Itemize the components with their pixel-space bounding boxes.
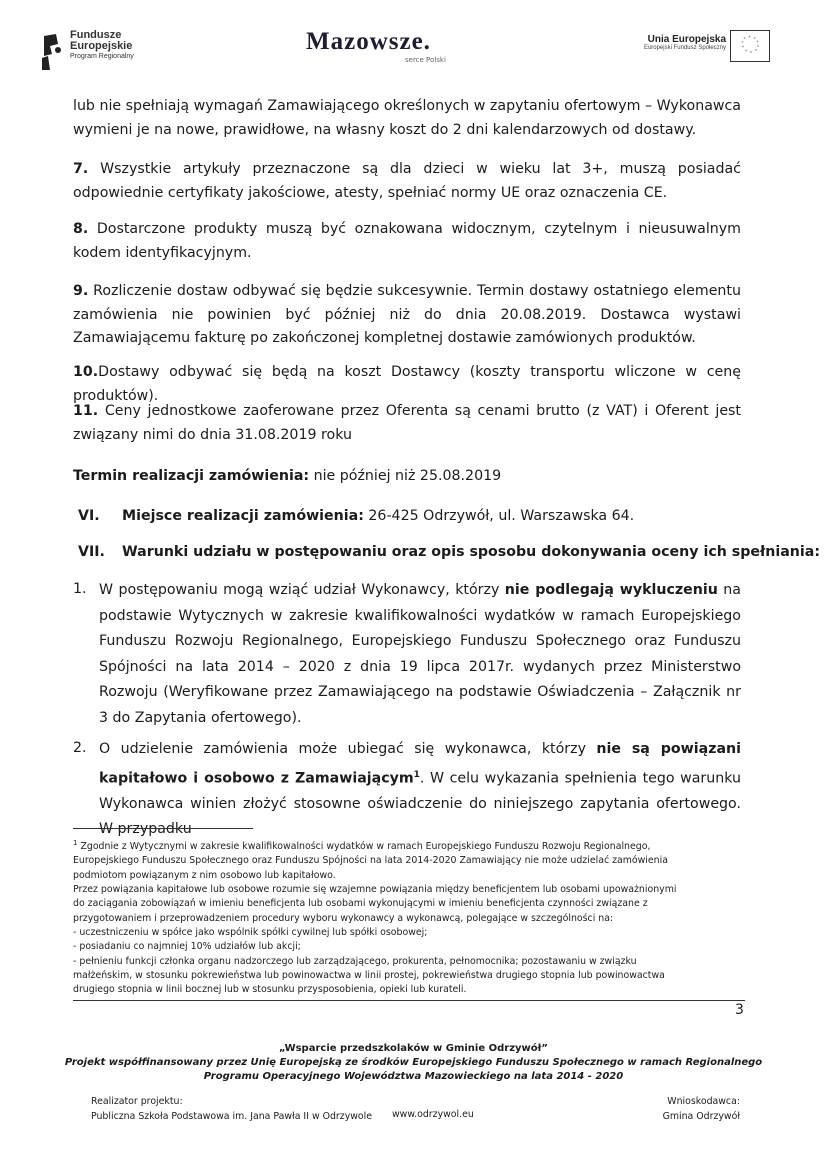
- section-vii-number: VII.: [78, 544, 105, 560]
- termin-realizacji: [73, 465, 741, 489]
- p7-text: Wszystkie artykuły przeznaczone są dla dzieci w wieku lat 3+, muszą posiadać odpowiednie certyfikaty jakościowe, atesty, spełniać normy UE oraz oznaczenia CE.: [73, 161, 741, 201]
- svg-text:*: *: [753, 36, 756, 42]
- item2-footnote-ref: 1: [413, 769, 420, 780]
- svg-text:*: *: [741, 40, 744, 46]
- item1-number: 1.: [73, 581, 87, 597]
- ue-text: [610, 34, 726, 51]
- ue-subtitle: Europejski Fundusz Społeczny: [643, 45, 726, 51]
- footer-wnioskodawca: [600, 1094, 740, 1124]
- item2-number: 2.: [73, 740, 87, 756]
- footer-realizator: [91, 1094, 372, 1124]
- section-vii-label: Warunki udziału w postępowaniu oraz opis sposobu dokonywania oceny ich spełniania:: [122, 544, 821, 560]
- footnote-line1: Zgodnie z Wytycznymi w zakresie kwalifikowalności wydatków w ramach Europejskiego Funduszu Rozwoju Regionalnego,: [77, 841, 651, 853]
- footnote-line3: podmiotom powiązanym z nim osobowo lub kapitałowo.: [73, 869, 336, 881]
- p10-text: Dostawy odbywać się będą na koszt Dostawcy (koszty transportu wliczone w cenę produktów).: [73, 364, 741, 404]
- svg-text:*: *: [757, 44, 759, 50]
- p11-number: 11.: [73, 403, 99, 419]
- project-title: „Wsparcie przedszkolaków w Gminie Odrzywół”: [279, 1043, 548, 1054]
- bottom-rule: [73, 1000, 745, 1001]
- item1-text-b: na podstawie Wytycznych w zakresie kwalifikowalności wydatków w ramach Europejskiego Funduszu Rozwoju Regionalnego, Europejskiego Funduszu Społecznego oraz Funduszu Spójności na lata 2014 – 2020 z dnia 19 lipca 2017r. wydanych przez Ministerstwo Rozwoju (Weryfikowane przez Zamawiającego na podstawie Oświadczenia – Załącznik nr 3 do Zapytania ofertowego).: [99, 582, 741, 726]
- footnote-rule: [73, 828, 253, 829]
- footnote-line11: drugiego stopnia w linii bocznej lub w stosunku przysposobienia, opieki lub kurateli.: [73, 984, 467, 996]
- svg-text:*: *: [750, 50, 752, 56]
- footer-website[interactable]: www.odrzywol.eu: [392, 1109, 474, 1120]
- footnote-line4: Przez powiązania kapitałowe lub osobowe rozumie się wzajemne powiązania między beneficjentem lub osobami upoważnionymi: [73, 884, 677, 896]
- paragraph-7: [73, 158, 741, 205]
- footnote-line7: - uczestniczeniu w spółce jako wspólnik spółki cywilnej lub spółki osobowej;: [73, 926, 428, 938]
- p10-number: 10.: [73, 364, 99, 380]
- section-vii: [0, 541, 827, 565]
- footnote-line6: przygotowaniem i przeprowadzeniem procedury wyboru wykonawcy a wykonawcą, polegające w szczególności na:: [73, 912, 614, 924]
- p7-number: 7.: [73, 161, 89, 177]
- mazowsze-subtitle: serce Polski: [405, 56, 446, 64]
- svg-text:*: *: [745, 49, 747, 54]
- footnote-sup: 1: [73, 839, 78, 847]
- mazowsze-logo: Mazowsze.: [306, 28, 431, 55]
- cofinance-line2: Programu Operacyjnego Województwa Mazowieckiego na lata 2014 - 2020: [203, 1071, 624, 1082]
- intro-line1: lub nie spełniają wymagań Zamawiającego określonych w zapytaniu ofertowym – Wykonawca: [73, 98, 741, 114]
- wnioskodawca-value: Gmina Odrzywół: [662, 1111, 740, 1122]
- page-number: 3: [735, 1002, 744, 1018]
- p8-number: 8.: [73, 221, 89, 237]
- intro-line2: wymieni je na nowe, prawidłowe, na własny koszt do 2 dni kalendarzowych od dostawy.: [73, 121, 697, 138]
- realizator-value: Publiczna Szkoła Podstawowa im. Jana Pawła II w Odrzywole: [91, 1111, 373, 1122]
- paragraph-8: [73, 218, 741, 265]
- item1-bold: nie podlegają wykluczeniu: [504, 582, 718, 598]
- paragraph-9: [73, 280, 741, 351]
- fundusze-logo: [38, 30, 64, 72]
- svg-text:*: *: [743, 36, 746, 42]
- item1-text-a: W postępowaniu mogą wziąć udział Wykonawcy, którzy: [99, 582, 505, 598]
- svg-text:*: *: [748, 35, 751, 40]
- item2-bold: nie są powiązani kapitałowo i osobowo z Zamawiającym: [99, 741, 741, 787]
- realizator-label: Realizator projektu:: [91, 1096, 183, 1107]
- footnote: [73, 836, 745, 997]
- footnote-line8: - posiadaniu co najmniej 10% udziałów lub akcji;: [73, 941, 301, 953]
- section-vi-value: 26-425 Odrzywół, ul. Warszawska 64.: [363, 508, 635, 524]
- termin-label: Termin realizacji zamówienia:: [73, 468, 310, 484]
- cofinance-line1: Projekt współfinansowany przez Unię Europejską ze środków Europejskiego Funduszu Społecznego w ramach Regionalnego: [64, 1057, 763, 1068]
- intro-paragraph: [73, 95, 741, 142]
- item2-text-b: . W celu wykazania spełnienia tego warunku Wykonawca winien złożyć stosowne oświadczenie do niniejszego zapytania ofertowego. W przypadku: [99, 770, 741, 838]
- footnote-line10: małżeńskim, w stosunku pokrewieństwa lub powinowactwa w linii prostej, pokrewieństwa drugiego stopnia lub powinowactwa: [73, 969, 665, 981]
- svg-text:*: *: [755, 48, 757, 54]
- section-vi-label: Miejsce realizacji zamówienia:: [122, 508, 364, 524]
- fundusze-text: [70, 30, 134, 62]
- ue-title: Unia Europejska: [647, 34, 726, 45]
- p9-text: Rozliczenie dostaw odbywać się będzie sukcesywnie. Termin dostawy ostatniego elementu zamówienia nie powinien być później niż do dnia 20.08.2019. Dostawca wystawi Zamawiającemu fakturę po zakończonej kompletnej dostawie zamówionych produktów.: [73, 283, 741, 346]
- item2-text-a: O udzielenie zamówienia może ubiegać się wykonawca, którzy: [99, 741, 597, 757]
- section-vi-number: VI.: [78, 508, 100, 524]
- paragraph-11: [73, 400, 741, 447]
- footnote-line2: Europejskiego Funduszu Społecznego oraz Funduszu Spójności na lata 2014-2020 Zamawiający nie może udzielać zamówienia: [73, 855, 668, 867]
- fundusze-line3: Program Regionalny: [70, 53, 134, 60]
- footnote-line5: do zaciągania zobowiązań w imieniu beneficjenta lub osobami wykonującymi w imieniu beneficjenta czynności związane z: [73, 898, 648, 910]
- eu-flag-icon: [730, 30, 770, 62]
- fundusze-line2: Europejskie: [70, 40, 133, 52]
- termin-value: nie później niż 25.08.2019: [309, 468, 502, 484]
- p9-number: 9.: [73, 283, 89, 299]
- p11-text: Ceny jednostkowe zaoferowane przez Oferenta są cenami brutto (z VAT) i Oferent jest związany nimi do dnia 31.08.2019 roku: [73, 403, 741, 443]
- footer-project: [60, 1042, 767, 1084]
- footnote-line9: - pełnieniu funkcji członka organu nadzorczego lub zarządzającego, prokurenta, pełnomocnika; pozostawaniu w związku: [73, 955, 637, 967]
- section-vi: [0, 505, 827, 529]
- svg-text:*: *: [742, 45, 744, 50]
- wnioskodawca-label: Wnioskodawca:: [667, 1096, 740, 1107]
- fundusze-emblem-icon: [38, 30, 64, 72]
- p8-text: Dostarczone produkty muszą być oznakowana widocznym, czytelnym i nieusuwalnym kodem identyfikacyjnym.: [73, 221, 741, 261]
- svg-text:*: *: [756, 40, 759, 45]
- fundusze-line1: Fundusze: [70, 29, 122, 41]
